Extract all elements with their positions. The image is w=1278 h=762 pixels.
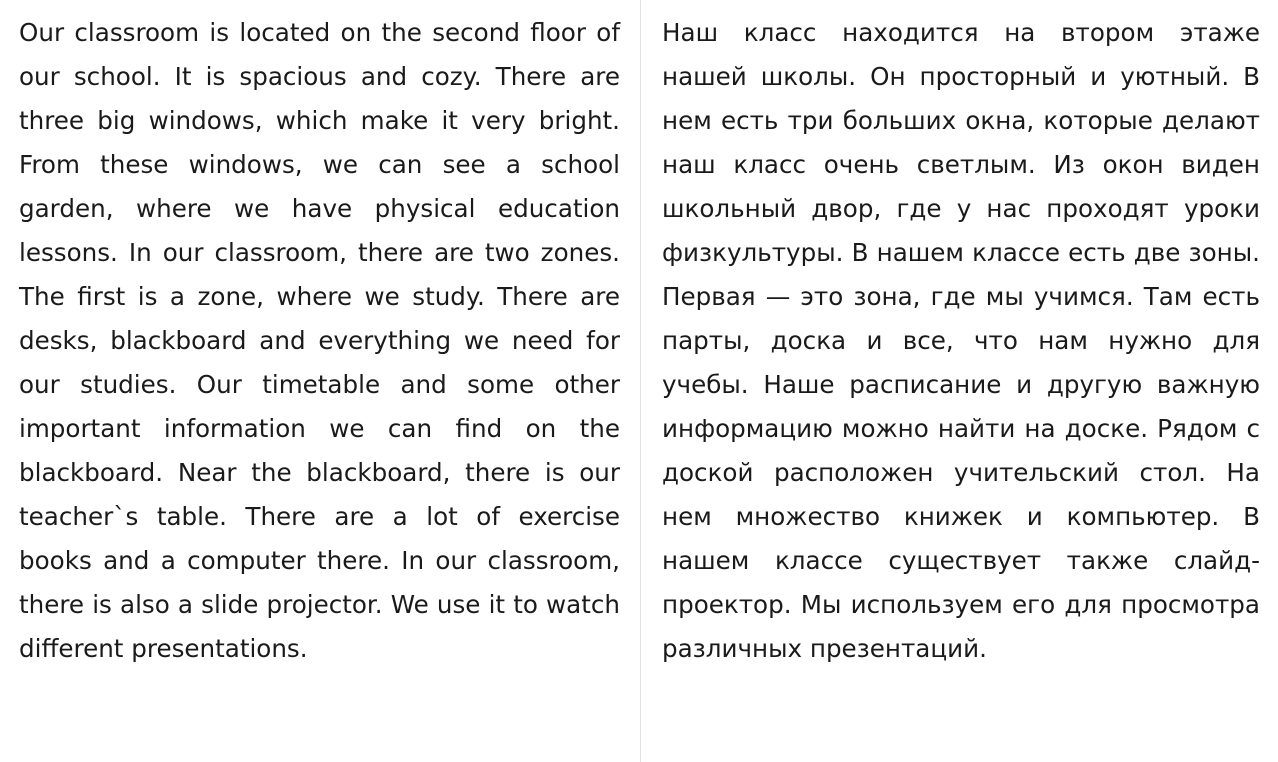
russian-column [641, 0, 1278, 762]
english-paragraph: Our classroom is located on the second floor of our school. It is spacious and cozy. There are three big windows, which make it very bright. From these windows, we can see a school garden, where we have physical education lessons. In our classroom, there are two zones. The first is a zone, where we study. There are desks, blackboard and everything we need for our studies. Our timetable and some other important information we can find on the blackboard. Near the blackboard, there is our teacher`s table. There are a lot of exercise books and a computer there. In our classroom, there is also a slide projector. We use it to watch different presentations. [19, 18, 620, 663]
russian-paragraph: Наш класс находится на втором этаже нашей школы. Он просторный и уютный. В нем есть три больших окна, которые делают наш класс очень светлым. Из окон виден школьный двор, где у нас проходят уроки физкультуры. В нашем классе есть две зоны. Первая — это зона, где мы учимся. Там есть парты, доска и все, что нам нужно для учебы. Наше расписание и другую важную информацию можно найти на доске. Рядом с доской расположен учительский стол. На нем множество книжек и компьютер. В нашем классе существует также слайд-проектор. Мы используем его для просмотра различных презентаций. [662, 18, 1260, 663]
